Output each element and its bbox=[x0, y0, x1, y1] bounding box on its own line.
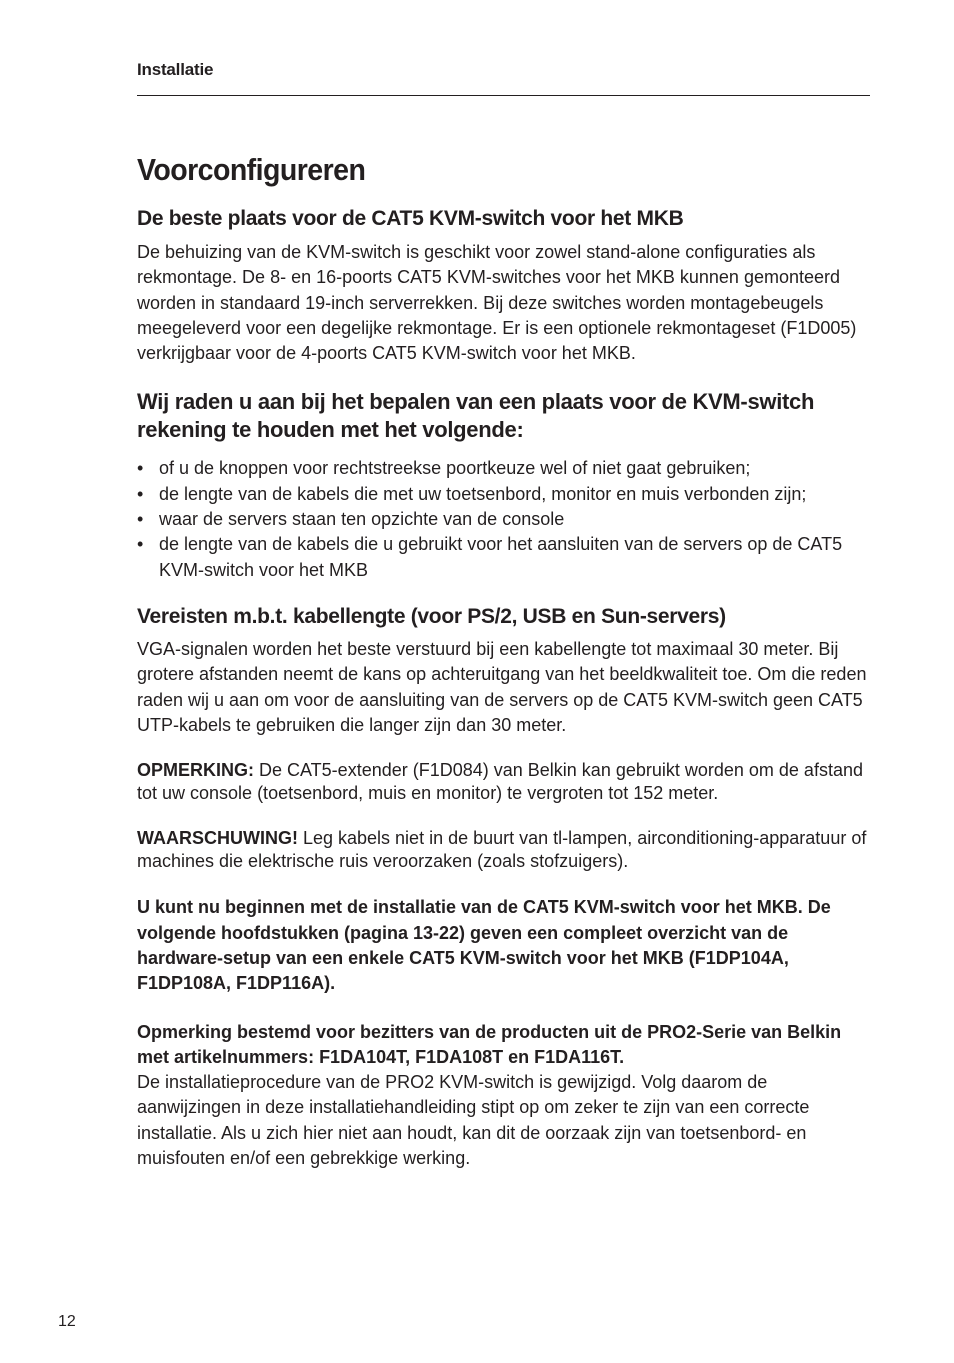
bullet-icon: • bbox=[137, 509, 144, 530]
list-item-text: de lengte van de kabels die u gebruikt voor het aansluiten van de servers op de CAT5 KVM-switch voor het MKB bbox=[159, 534, 843, 580]
list-item-text: waar de servers staan ten opzichte van de console bbox=[159, 509, 565, 530]
page-title: Voorconfigureren bbox=[137, 152, 366, 187]
bullet-icon: • bbox=[137, 483, 144, 504]
section-body-placement: De behuizing van de KVM-switch is geschikt voor zowel stand-alone configuraties als rekmontage. De 8- en 16-poorts CAT5 KVM-switches voor het MKB kunnen gemonteerd worden in standaard 19-inch serverrekken. Bij deze switches worden montagebeugels meegeleverd voor een degelijke rekmontage. Er is een optionele rekmontageset (F1D005) verkrijgbaar voor de 4-poorts CAT5 KVM-switch voor het MKB. bbox=[137, 242, 857, 364]
note-text: De CAT5-extender (F1D084) van Belkin kan gebruikt worden om de afstand tot uw console (toetsenbord, muis en monitor) te vergroten tot 152 meter. bbox=[137, 760, 863, 804]
running-header: Installatie bbox=[137, 60, 214, 79]
bullet-icon: • bbox=[137, 534, 144, 555]
bullet-icon: • bbox=[137, 458, 144, 479]
note-label: OPMERKING: bbox=[137, 760, 254, 781]
note-paragraph bbox=[137, 759, 870, 806]
section-heading-cable-length: Vereisten m.b.t. kabellengte (voor PS/2, USB en Sun-servers) bbox=[137, 604, 726, 628]
page-content bbox=[137, 148, 870, 1171]
pro2-note-body: De installatieprocedure van de PRO2 KVM-switch is gewijzigd. Volg daarom de aanwijzingen in deze installatiehandleiding stipt op om zeker te zijn van een correcte installatie. Als u zich hier niet aan houdt, kan dit de oorzaak zijn van toetsenbord- en muisfouten en/of een gebrekkige werking. bbox=[137, 1072, 810, 1169]
warning-label: WAARSCHUWING! bbox=[137, 827, 298, 848]
header-divider bbox=[137, 95, 870, 96]
list-item-text: de lengte van de kabels die met uw toetsenbord, monitor en muis verbonden zijn; bbox=[159, 483, 807, 504]
page-number: 12 bbox=[58, 1313, 76, 1330]
section-body-cable-length: VGA-signalen worden het beste verstuurd bij een kabellengte tot maximaal 30 meter. Bij grotere afstanden neemt de kans op achteruitgang van het beeldkwaliteit toe. Om die reden raden wij u aan om voor de aansluiting van de servers op de CAT5 KVM-switch geen CAT5 UTP-kabels te gebruiken die langer zijn dan 30 meter. bbox=[137, 638, 867, 735]
list-item bbox=[137, 456, 870, 481]
warning-text: Leg kabels niet in de buurt van tl-lampen, airconditioning-apparatuur of machines die elektrische ruis veroorzaken (zoals stofzuigers). bbox=[137, 827, 867, 872]
list-item-text: of u de knoppen voor rechtstreekse poortkeuze wel of niet gaat gebruiken; bbox=[159, 458, 751, 479]
warning-paragraph bbox=[137, 827, 870, 874]
list-item bbox=[137, 482, 870, 507]
section-heading-considerations: Wij raden u aan bij het bepalen van een plaats voor de KVM-switch rekening te houden met het volgende: bbox=[137, 389, 815, 443]
section-heading-placement: De beste plaats voor de CAT5 KVM-switch voor het MKB bbox=[137, 207, 684, 230]
next-steps-paragraph: U kunt nu beginnen met de installatie van de CAT5 KVM-switch voor het MKB. De volgende hoofdstukken (pagina 13-22) geven een compleet overzicht van de hardware-setup van een enkele CAT5 KVM-switch voor het MKB (F1DP104A, F1DP108A, F1DP116A). bbox=[137, 897, 831, 994]
considerations-list bbox=[137, 456, 870, 582]
list-item bbox=[137, 507, 870, 532]
pro2-note-paragraph bbox=[137, 1020, 870, 1172]
list-item bbox=[137, 532, 870, 583]
pro2-note-lead: Opmerking bestemd voor bezitters van de producten uit de PRO2-Serie van Belkin met artikelnummers: F1DA104T, F1DA108T en F1DA116T. bbox=[137, 1021, 842, 1067]
